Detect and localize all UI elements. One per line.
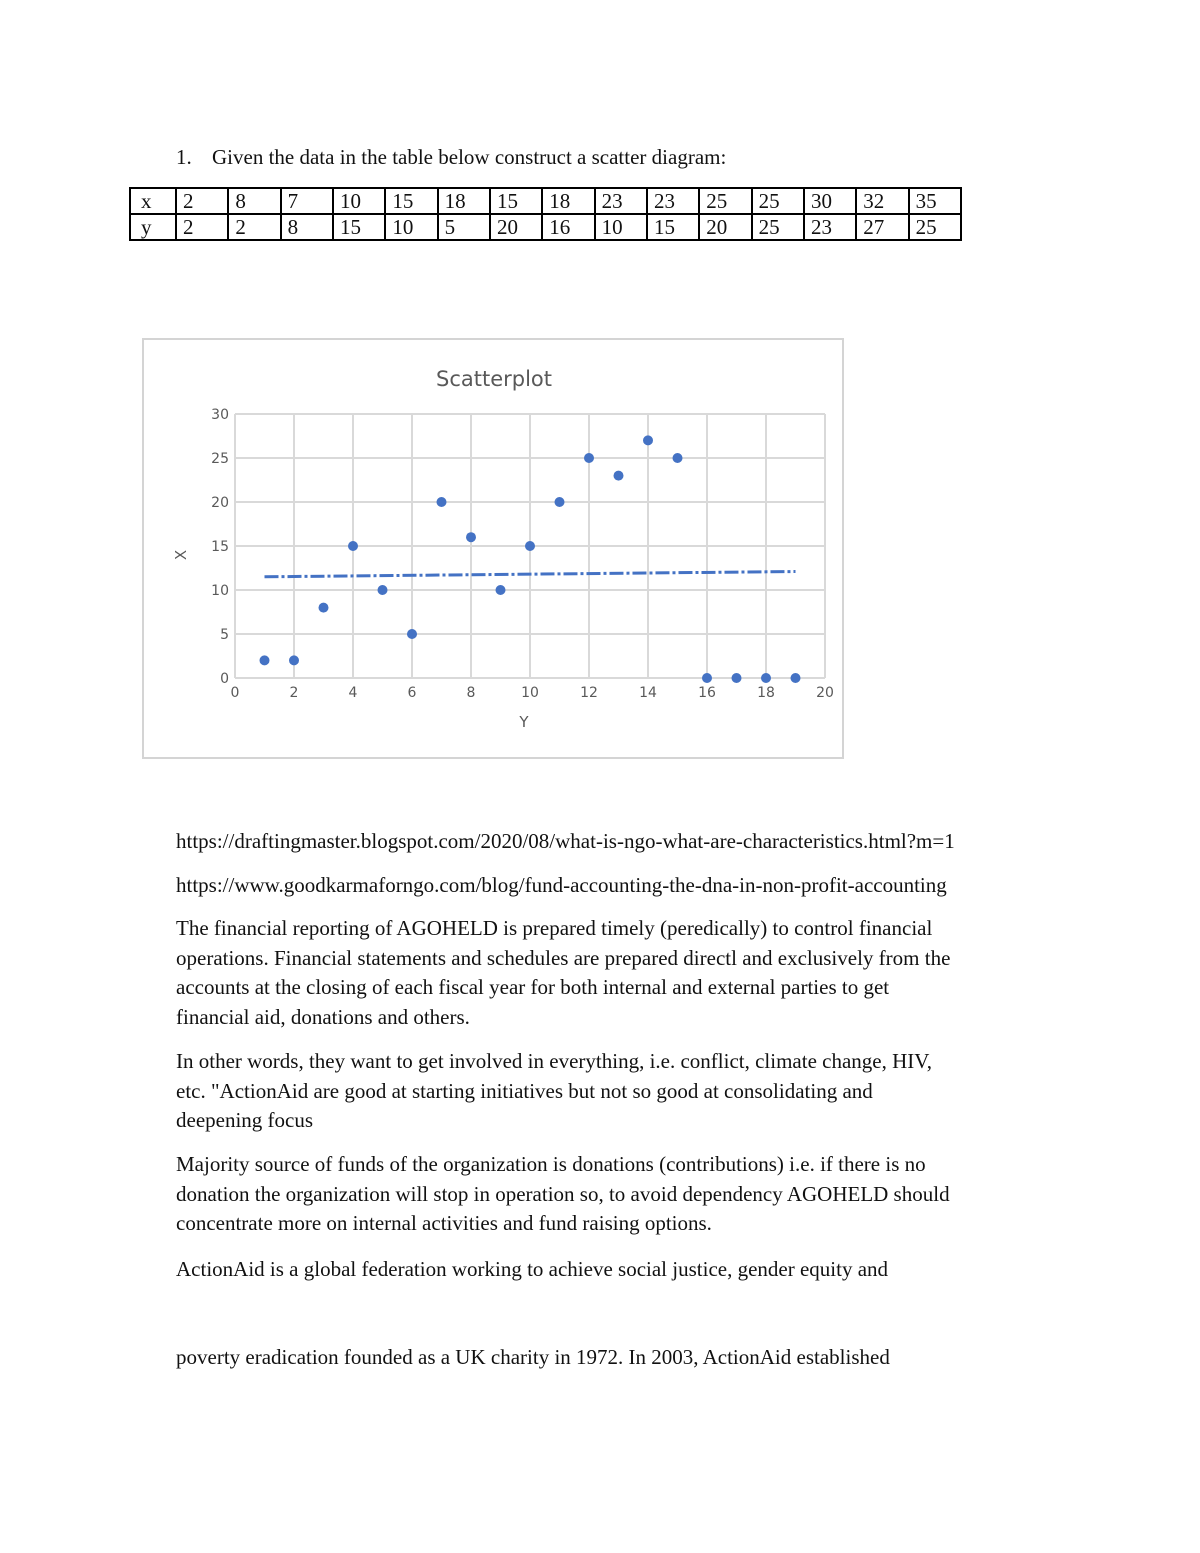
x-axis-label: Y [519,713,529,731]
table-cell: 2 [176,188,228,214]
data-point [732,673,742,683]
table-cell: 16 [542,214,594,240]
table-cell: 15 [490,188,542,214]
x-tick-label: 16 [698,685,716,701]
table-cell: 27 [856,214,908,240]
table-cell: 32 [856,188,908,214]
chart-title: Scatterplot [435,367,553,391]
table-cell: 23 [595,188,647,214]
data-table [129,187,962,241]
table-cell: 30 [804,188,856,214]
table-row [130,214,961,240]
x-tick-label: 8 [466,685,476,701]
x-tick-label: 20 [816,685,834,701]
y-tick-label: 20 [211,495,229,511]
table-row [130,188,961,214]
paragraph-line: The financial reporting of AGOHELD is prepared timely (peredically) to control financial [176,916,933,940]
x-tick-label: 2 [289,685,299,701]
table-cell: 35 [909,188,961,214]
table-cell: 2 [228,214,280,240]
y-tick-label: 30 [211,407,229,423]
paragraph-2 [176,1047,1076,1136]
table-cell: 8 [228,188,280,214]
data-point [761,673,771,683]
table-cell: 20 [699,214,751,240]
table-cell: 7 [281,188,333,214]
table-cell: 25 [909,214,961,240]
reference-link-2[interactable]: https://www.goodkarmaforngo.com/blog/fund-accounting-the-dna-in-non-profit-accounting [176,873,947,897]
paragraph-line: ActionAid is a global federation working to achieve social justice, gender equity and [176,1257,889,1281]
row-label: x [130,188,176,214]
data-point [407,629,417,639]
reference-link-1[interactable]: https://draftingmaster.blogspot.com/2020/08/what-is-ngo-what-are-characteristics.html?m=1 [176,829,955,853]
y-tick-label: 0 [220,671,229,687]
x-tick-label: 6 [407,685,417,701]
paragraph-line: etc. "ActionAid are good at starting initiatives but not so good at consolidating and [176,1078,873,1103]
data-point [643,435,653,445]
x-tick-label: 0 [230,685,240,701]
data-point [525,541,535,551]
y-tick-label: 10 [211,583,229,599]
data-point [614,471,624,481]
x-tick-label: 14 [639,685,657,701]
x-tick-label: 18 [757,685,775,701]
paragraph-line: concentrate more on internal activities and fund raising options. [176,1211,712,1235]
x-tick-label: 4 [348,685,358,701]
data-point [555,497,565,507]
paragraph-4 [176,1255,1076,1285]
y-tick-label: 15 [211,539,229,555]
table-cell: 15 [333,214,385,240]
question-number: 1. [176,145,192,169]
table-cell: 15 [647,214,699,240]
data-point [437,497,447,507]
table-cell: 10 [595,214,647,240]
table-cell: 10 [333,188,385,214]
paragraph-line: poverty eradication founded as a UK charity in 1972. In 2003, ActionAid established [176,1345,890,1369]
data-point [289,655,299,665]
table-cell: 5 [438,214,490,240]
paragraph-line: In other words, they want to get involved in everything, i.e. conflict, climate change, HIV, [176,1049,932,1073]
data-point [702,673,712,683]
scatter-chart [142,338,844,759]
data-point [260,655,270,665]
paragraph-3 [176,1150,1076,1239]
row-label: y [130,214,176,240]
paragraph-line: deepening focus [176,1108,314,1132]
question-heading [176,143,726,171]
data-point [378,585,388,595]
data-point [673,453,683,463]
table-cell: 15 [385,188,437,214]
data-point [584,453,594,463]
table-cell: 20 [490,214,542,240]
table-cell: 25 [699,188,751,214]
x-tick-label: 12 [580,685,598,701]
paragraph-line: operations. Financial statements and schedules are prepared directl and exclusively from the [176,945,951,970]
table-cell: 25 [752,214,804,240]
table-cell: 23 [647,188,699,214]
table-cell: 10 [385,214,437,240]
chart-svg [144,340,846,761]
paragraph-5 [176,1343,1076,1373]
paragraph-line: donation the organization will stop in operation so, to avoid dependency AGOHELD should [176,1181,950,1206]
table-cell: 25 [752,188,804,214]
y-tick-label: 25 [211,451,229,467]
data-point [348,541,358,551]
table-cell: 18 [438,188,490,214]
data-point [466,532,476,542]
paragraph-line: accounts at the closing of each fiscal year for both internal and external parties to get [176,975,890,999]
x-tick-label: 10 [521,685,539,701]
table-cell: 8 [281,214,333,240]
table-cell: 23 [804,214,856,240]
table-cell: 18 [542,188,594,214]
y-axis-label: X [172,549,190,561]
paragraph-line: financial aid, donations and others. [176,1004,470,1029]
data-point [319,603,329,613]
paragraph-1 [176,914,1076,1032]
question-text: Given the data in the table below construct a scatter diagram: [212,145,727,169]
data-point [496,585,506,595]
table-cell: 2 [176,214,228,240]
paragraph-line: Majority source of funds of the organization is donations (contributions) i.e. if there is no [176,1152,926,1176]
y-tick-label: 5 [220,627,229,643]
data-point [791,673,801,683]
